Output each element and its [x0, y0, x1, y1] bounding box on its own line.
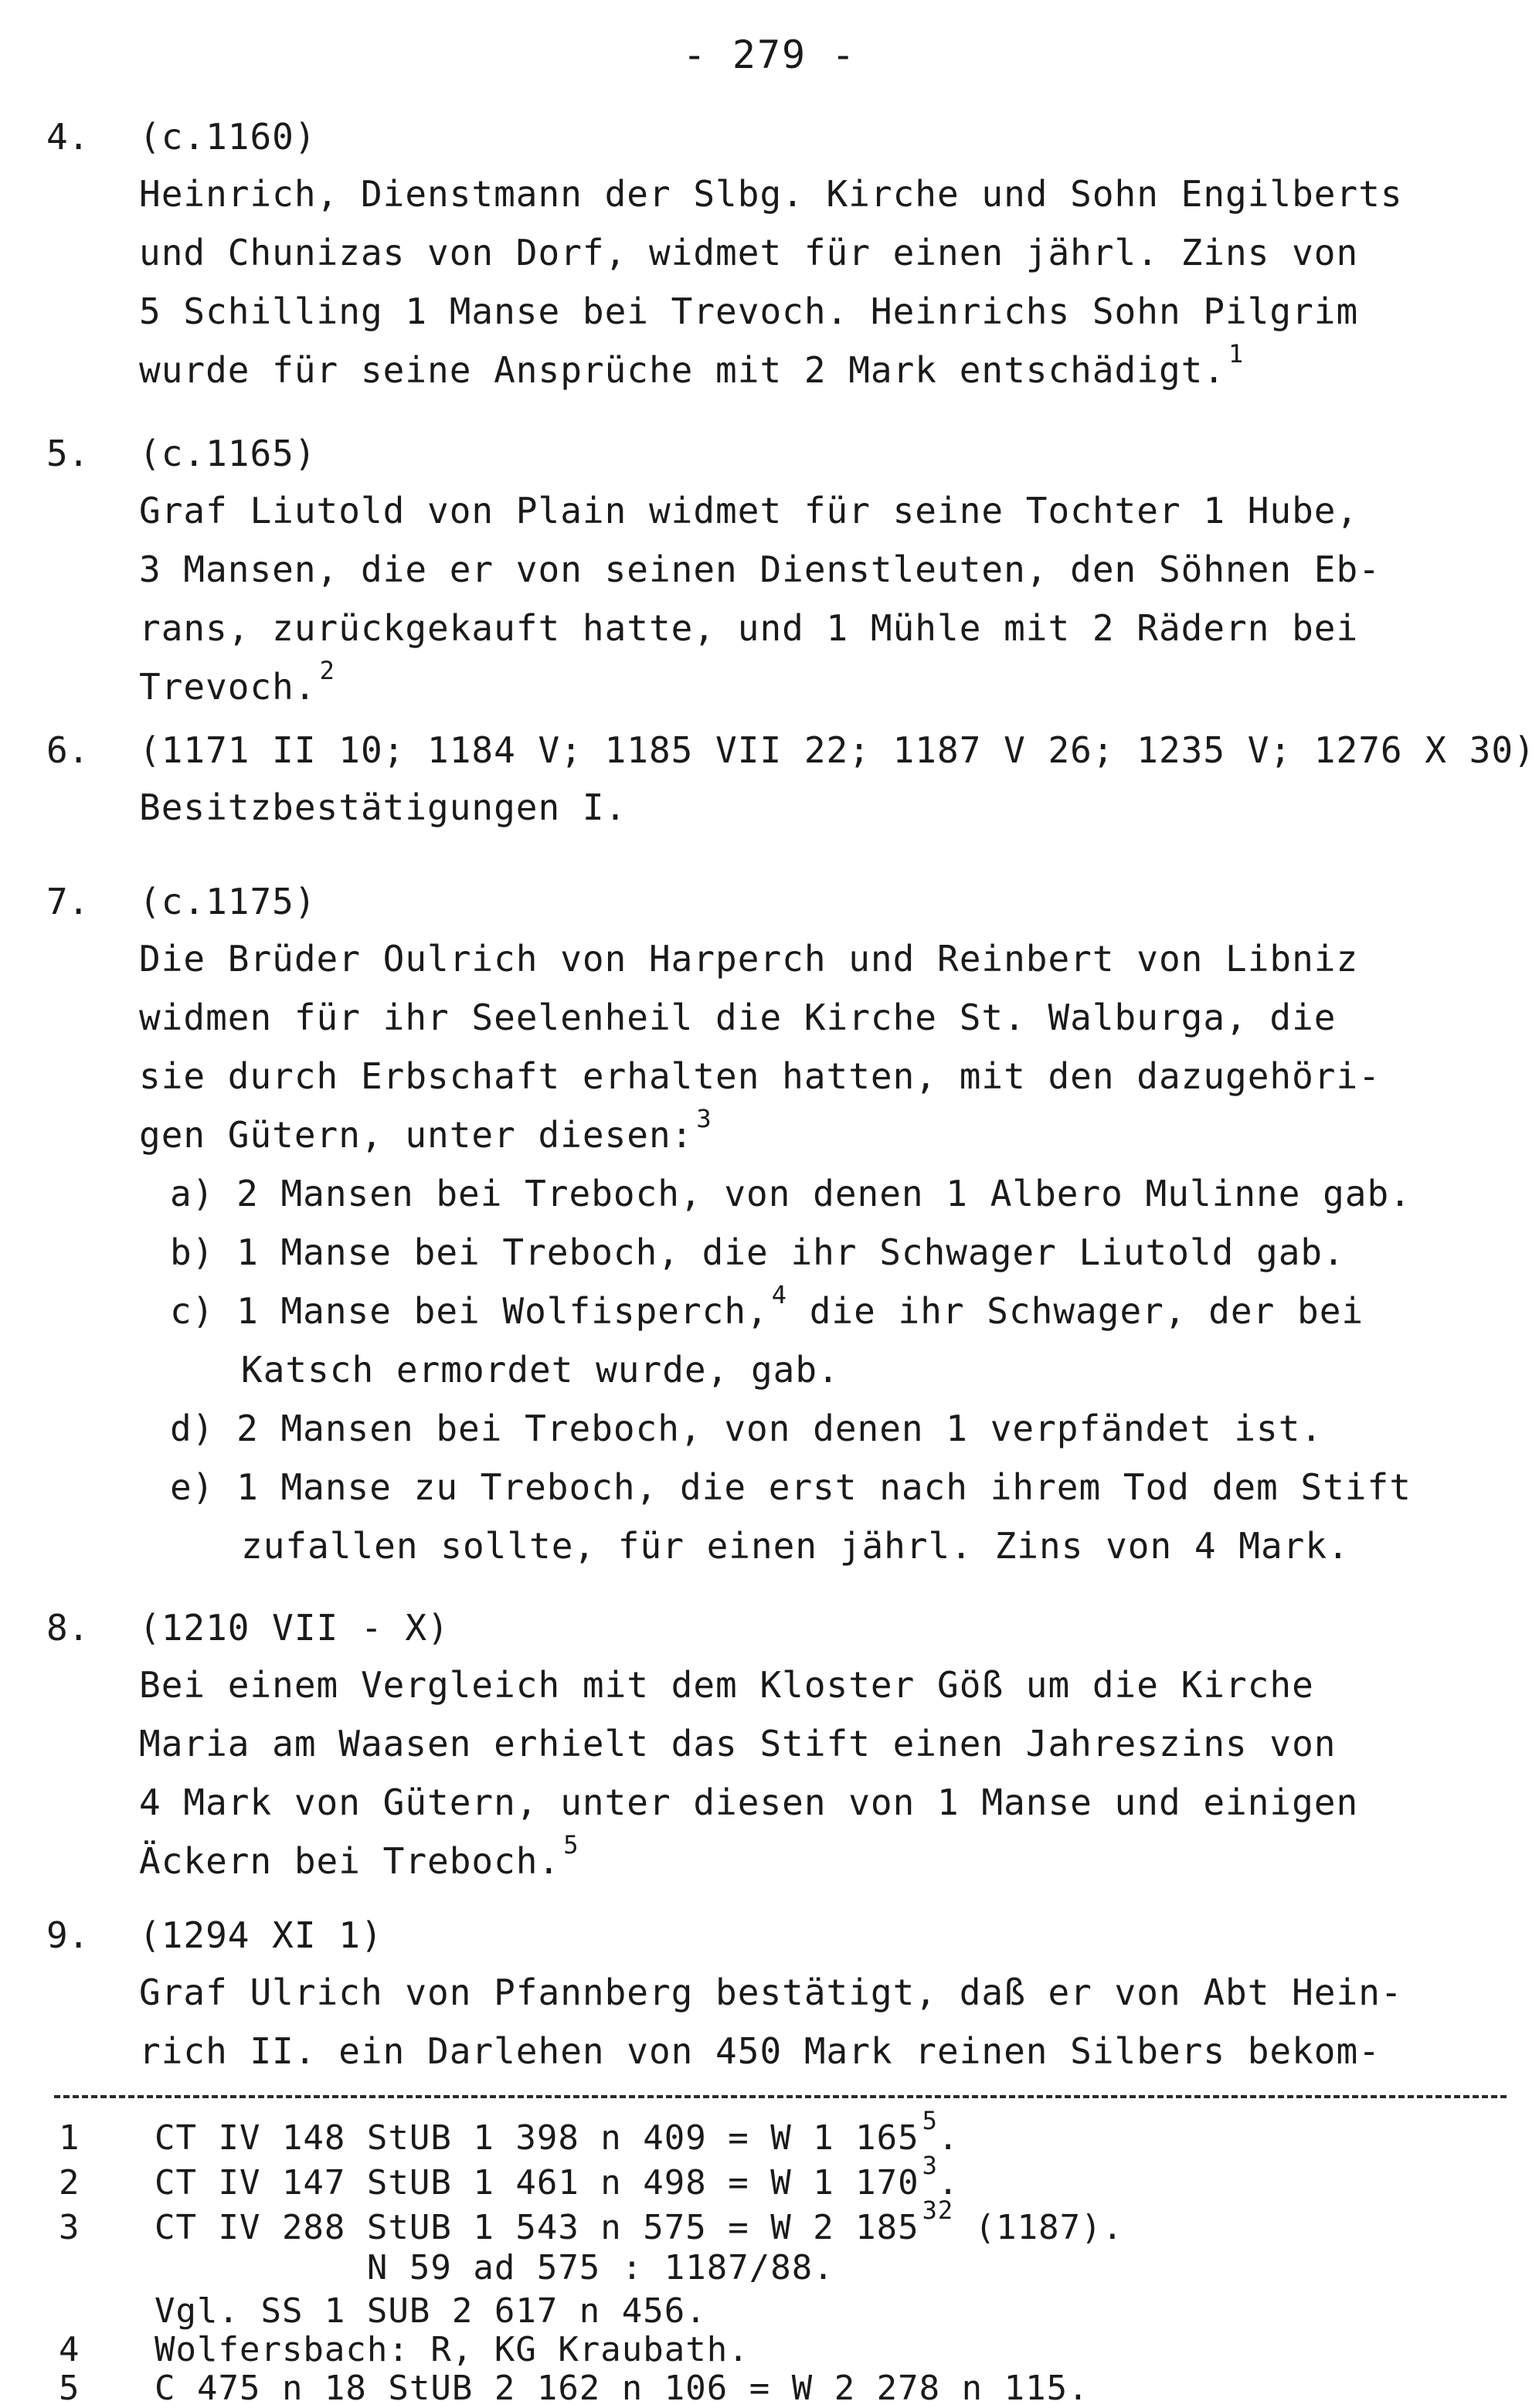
- entry-number: 9.: [46, 1914, 90, 1956]
- footnote-text: Wolfersbach: R, KG Kraubath.: [155, 2330, 749, 2369]
- footnote-text-part: CT IV 148 StUB 1 398 n 409 = W 1 165: [155, 2118, 919, 2158]
- footnote-text: N 59 ad 575 : 1187/88.: [155, 2248, 834, 2287]
- footnote-text: [155, 2151, 960, 2203]
- entry-date: (1210 VII - X): [139, 1607, 450, 1649]
- footnote-separator: [54, 2095, 1507, 2098]
- entry-text: Äckern bei Treboch.: [139, 1840, 561, 1882]
- footnote-number: 5: [59, 2369, 80, 2408]
- footnote-ref: 4: [771, 1280, 788, 1309]
- list-item: [170, 1280, 1364, 1332]
- list-item-text: c) 1 Manse bei Wolfisperch,: [170, 1290, 769, 1332]
- footnote-text-part: CT IV 147 StUB 1 461 n 498 = W 1 170: [155, 2163, 919, 2203]
- entry-number: 5.: [46, 433, 90, 474]
- entry-text-line: 4 Mark von Gütern, unter diesen von 1 Manse und einigen: [139, 1781, 1359, 1823]
- entry-text-line: [139, 656, 335, 708]
- entry-text-line: Maria am Waasen erhielt das Stift einen Jahreszins von: [139, 1723, 1337, 1764]
- list-item: e) 1 Manse zu Treboch, die erst nach ihrem Tod dem Stift: [170, 1466, 1412, 1508]
- entry-text-line: 5 Schilling 1 Manse bei Trevoch. Heinrichs Sohn Pilgrim: [139, 290, 1359, 332]
- footnote-number: 2: [59, 2163, 80, 2203]
- entry-date: (c.1160): [139, 116, 317, 158]
- entry-text-line: rans, zurückgekauft hatte, und 1 Mühle mit 2 Rädern bei: [139, 607, 1359, 649]
- entry-text-line: Besitzbestätigungen I.: [139, 786, 627, 828]
- footnote-superscript: 5: [922, 2106, 938, 2135]
- entry-number: 7.: [46, 881, 90, 922]
- entry-text-line: Bei einem Vergleich mit dem Kloster Göß um die Kirche: [139, 1664, 1314, 1706]
- footnote-text: C 475 n 18 StUB 2 162 n 106 = W 2 278 n 115.: [155, 2369, 1089, 2408]
- entry-date: (1294 XI 1): [139, 1914, 383, 1956]
- footnote-ref: 5: [563, 1830, 579, 1859]
- footnote-superscript: 3: [922, 2151, 938, 2180]
- list-item: d) 2 Mansen bei Treboch, von denen 1 verpfändet ist.: [170, 1408, 1323, 1449]
- entry-text-line: sie durch Erbschaft erhalten hatten, mit den dazugehöri-: [139, 1055, 1381, 1097]
- entry-text-line: rich II. ein Darlehen von 450 Mark reinen Silbers bekom-: [139, 2030, 1381, 2072]
- footnote-text: Vgl. SS 1 SUB 2 617 n 456.: [155, 2291, 707, 2331]
- entry-text-line: [139, 1104, 712, 1156]
- entry-text-line: widmen für ihr Seelenheil die Kirche St. Walburga, die: [139, 997, 1337, 1038]
- footnote-text: [155, 2106, 960, 2158]
- entry-date: (c.1175): [139, 881, 317, 922]
- entry-text-line: Die Brüder Oulrich von Harperch und Reinbert von Libniz: [139, 938, 1359, 980]
- entry-text: gen Gütern, unter diesen:: [139, 1114, 694, 1156]
- footnote-ref: 1: [1228, 339, 1245, 369]
- list-item-text: die ihr Schwager, der bei: [809, 1290, 1364, 1332]
- page-number: - 279 -: [682, 32, 857, 77]
- entry-number: 8.: [46, 1607, 90, 1649]
- footnote-ref: 2: [319, 656, 335, 685]
- entry-text-line: 3 Mansen, die er von seinen Dienstleuten, den Söhnen Eb-: [139, 549, 1381, 590]
- list-item-continuation: Katsch ermordet wurde, gab.: [241, 1349, 840, 1391]
- list-item-continuation: zufallen sollte, für einen jährl. Zins von 4 Mark.: [241, 1525, 1350, 1567]
- footnote-text-part: .: [937, 2163, 960, 2203]
- entry-date: (c.1165): [139, 433, 317, 474]
- entry-text: wurde für seine Ansprüche mit 2 Mark entschädigt.: [139, 349, 1226, 391]
- list-item: b) 1 Manse bei Treboch, die ihr Schwager Liutold gab.: [170, 1231, 1345, 1273]
- footnote-superscript: 32: [922, 2196, 954, 2225]
- footnote-text: [155, 2196, 1124, 2247]
- entry-text-line: Heinrich, Dienstmann der Slbg. Kirche und Sohn Engilberts: [139, 173, 1403, 215]
- entry-text: Trevoch.: [139, 666, 317, 708]
- footnote-number: 3: [59, 2208, 80, 2247]
- footnote-number: 1: [59, 2118, 80, 2158]
- entry-text-line: [139, 1830, 579, 1882]
- footnote-ref: 3: [696, 1104, 712, 1133]
- footnote-text-part: (1187).: [953, 2208, 1124, 2247]
- footnote-text-part: CT IV 288 StUB 1 543 n 575 = W 2 185: [155, 2208, 919, 2247]
- entry-number: 6.: [46, 729, 90, 771]
- entry-number: 4.: [46, 116, 90, 158]
- entry-date: (1171 II 10; 1184 V; 1185 VII 22; 1187 V 26; 1235 V; 1276 X 30): [139, 729, 1536, 771]
- list-item: a) 2 Mansen bei Treboch, von denen 1 Albero Mulinne gab.: [170, 1173, 1412, 1214]
- footnote-text-part: .: [937, 2118, 960, 2158]
- footnote-number: 4: [59, 2330, 80, 2369]
- entry-text-line: Graf Liutold von Plain widmet für seine Tochter 1 Hube,: [139, 490, 1359, 532]
- entry-text-line: und Chunizas von Dorf, widmet für einen jährl. Zins von: [139, 232, 1359, 273]
- entry-text-line: [139, 339, 1245, 391]
- entry-text-line: Graf Ulrich von Pfannberg bestätigt, daß er von Abt Hein-: [139, 1972, 1403, 2013]
